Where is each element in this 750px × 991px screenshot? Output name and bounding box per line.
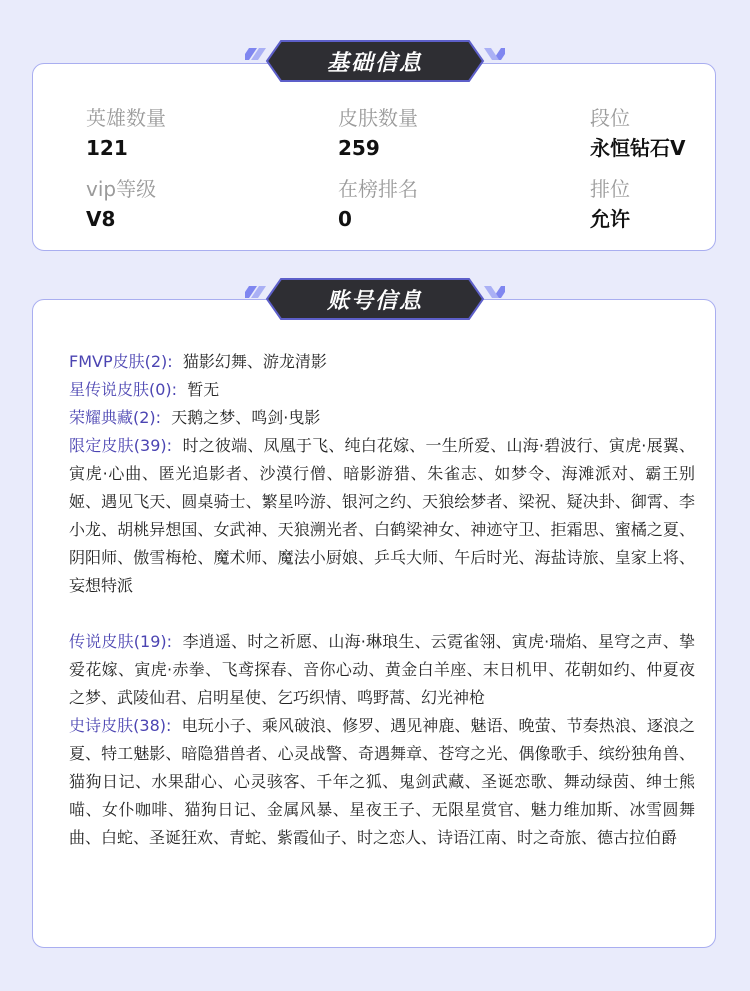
skin-count-cell [338, 104, 418, 162]
ranked-mode-label: 排位 [590, 177, 630, 201]
vip-level-cell [86, 175, 156, 233]
skin-items: 天鹅之梦、鸣剑·曳影 [171, 408, 321, 427]
skin-category: 传说皮肤(19): [69, 632, 173, 651]
skin-category: 史诗皮肤(38): [69, 716, 172, 735]
skin-category: FMVP皮肤(2): [69, 352, 173, 371]
hero-count-label: 英雄数量 [86, 106, 166, 130]
basic-info-header [0, 38, 750, 84]
ranked-mode-cell [590, 175, 630, 233]
skin-items: 猫影幻舞、游龙清影 [182, 352, 327, 371]
basic-info-card [32, 63, 716, 251]
rank-tier-cell [590, 104, 685, 162]
basic-info-title: 基础信息 [326, 50, 423, 76]
skin-items: 时之彼端、凤凰于飞、纯白花嫁、一生所爱、山海·碧波行、寅虎·展翼、寅虎·心曲、匿光追影者、沙漠行僧、暗影游猎、朱雀志、如梦令、海滩派对、霸王别姬、遇见飞天、圆桌骑士、繁星吟游、银河之约、天狼绘梦者、梁祝、疑决卦、御霄、李小龙、胡桃异想国、女武神、天狼溯光者、白鹤梁神女、神迹守卫、拒霜思、蜜橘之夏、阴阳师、傲雪梅枪、魔术师、魔法小厨娘、乒乓大师、午后时光、海盐诗旅、皇家上将、妄想特派 [69, 436, 695, 595]
leaderboard-rank-value: 0 [338, 207, 352, 231]
skin-group-epic [69, 712, 695, 852]
skin-items: 电玩小子、乘风破浪、修罗、遇见神鹿、魅语、晚萤、节奏热浪、逐浪之夏、特工魅影、暗隐猎兽者、心灵战警、奇遇舞章、苍穹之光、偶像歌手、缤纷独角兽、猫狗日记、水果甜心、心灵骇客、千年之狐、鬼剑武藏、圣诞恋歌、舞动绿茵、绅士熊喵、女仆咖啡、猫狗日记、金属风暴、星夜王子、无限星赏官、魅力维加斯、冰雪圆舞曲、白蛇、圣诞狂欢、青蛇、紫霞仙子、时之恋人、诗语江南、时之奇旅、德古拉伯爵 [69, 716, 695, 847]
vip-level-value: V8 [86, 207, 116, 231]
rank-tier-label: 段位 [590, 106, 630, 130]
skin-group-fmvp [69, 348, 695, 376]
hero-count-cell [86, 104, 166, 162]
account-info-title: 账号信息 [326, 288, 423, 314]
skin-group-glory-collection [69, 404, 695, 432]
account-info-header [0, 276, 750, 322]
skin-items: 暂无 [187, 380, 220, 399]
leaderboard-rank-cell [338, 175, 418, 233]
ranked-mode-value: 允许 [590, 207, 630, 231]
skin-count-label: 皮肤数量 [338, 106, 418, 130]
skin-group-limited [69, 432, 695, 600]
vip-level-label: vip等级 [86, 177, 157, 201]
skin-list [69, 348, 695, 852]
skin-group-star-legend [69, 376, 695, 404]
hero-count-value: 121 [86, 136, 128, 160]
skin-category: 荣耀典藏(2): [69, 408, 162, 427]
skin-items: 李逍遥、时之祈愿、山海·琳琅生、云霓雀翎、寅虎·瑞焰、星穹之声、挚爱花嫁、寅虎·赤拳、飞鸢探春、音你心动、黄金白羊座、末日机甲、花朝如约、仲夏夜之梦、武陵仙君、启明星使、乞巧织情、鸣野蒿、幻光神枪 [69, 632, 695, 707]
skin-group-legend [69, 628, 695, 712]
rank-tier-value: 永恒钻石V [590, 136, 686, 160]
skin-category: 限定皮肤(39): [69, 436, 173, 455]
skin-category: 星传说皮肤(0): [69, 380, 178, 399]
skin-count-value: 259 [338, 136, 380, 160]
leaderboard-rank-label: 在榜排名 [338, 177, 418, 201]
account-info-card [32, 299, 716, 948]
